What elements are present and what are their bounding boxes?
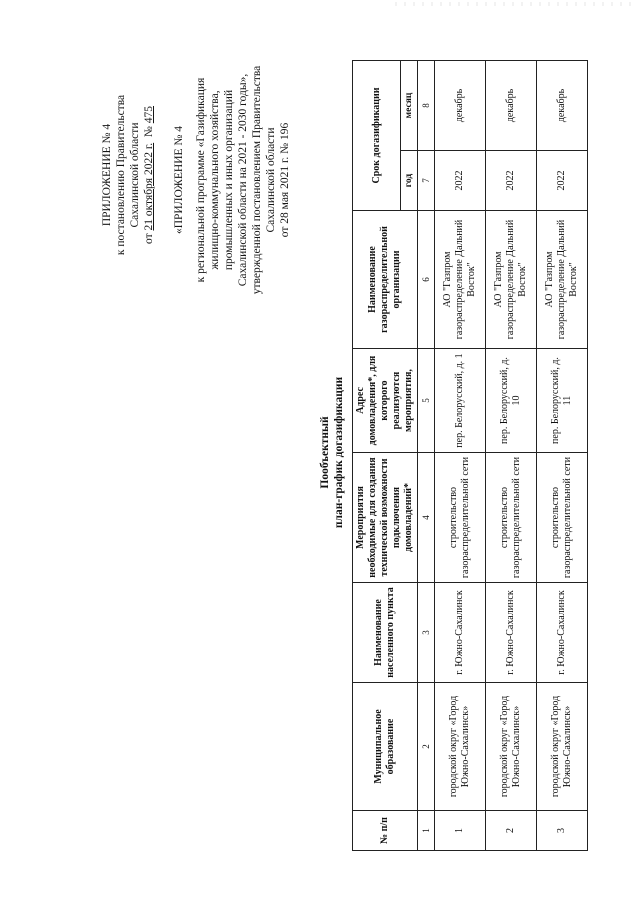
- header-organization: Наименование газораспределительной организации: [353, 211, 418, 349]
- program-appendix-title: «ПРИЛОЖЕНИЕ № 4: [173, 126, 185, 235]
- cell-measures: строительство газораспределительной сети: [435, 453, 486, 583]
- cell-num: 2: [486, 811, 537, 851]
- cell-organization: АО "Газпром газораспределение Дальний Восток": [537, 211, 588, 349]
- appendix-title: ПРИЛОЖЕНИЕ № 4: [101, 123, 113, 227]
- header-settlement: Наименование населенного пункта: [353, 583, 418, 683]
- cell-organization: АО "Газпром газораспределение Дальний Восток": [435, 211, 486, 349]
- cell-year: 2022: [486, 151, 537, 211]
- program-header: [172, 30, 292, 330]
- appendix-header: [100, 30, 156, 320]
- header-num: № п/п: [353, 811, 418, 851]
- header-measures: Мероприятия необходимые для создания технической возможности подключения домовладений*: [353, 453, 418, 583]
- column-number: 4: [418, 453, 435, 583]
- program-line: Сахалинской области на 2021 - 2030 годы»,: [237, 73, 249, 287]
- cell-year: 2022: [435, 151, 486, 211]
- table-row: [486, 60, 537, 850]
- document-title: [318, 0, 346, 905]
- cell-month: декабрь: [537, 60, 588, 150]
- cell-organization: АО "Газпром газораспределение Дальний Восток": [486, 211, 537, 349]
- header-municipality: Муниципальное образование: [353, 683, 418, 811]
- gasification-schedule-table: [352, 60, 588, 851]
- cell-measures: строительство газораспределительной сети: [486, 453, 537, 583]
- cell-month: декабрь: [486, 60, 537, 150]
- table-row: [435, 60, 486, 850]
- table-row: [537, 60, 588, 850]
- cell-num: 3: [537, 811, 588, 851]
- appendix-ref-line: к постановлению Правительства: [115, 94, 127, 256]
- column-number: 2: [418, 683, 435, 811]
- title-line-2: план-график догазификации: [333, 376, 345, 529]
- cell-address: пер. Белорусский, д. 10: [486, 349, 537, 453]
- cell-settlement: г. Южно-Сахалинск: [435, 583, 486, 683]
- cell-municipality: городской округ «Город Южно-Сахалинск»: [435, 683, 486, 811]
- program-date-line: от 28 мая 2021 г. № 196: [279, 122, 291, 238]
- cell-address: пер. Белорусский, д. 1: [435, 349, 486, 453]
- header-year: год: [401, 151, 418, 211]
- cell-year: 2022: [537, 151, 588, 211]
- appendix-date-line: [142, 30, 156, 320]
- title-line-1: Пообъектный: [319, 416, 331, 489]
- program-line: жилищно-коммунального хозяйства,: [209, 90, 221, 270]
- date-prefix: от: [143, 233, 155, 245]
- cell-municipality: городской округ «Город Южно-Сахалинск»: [537, 683, 588, 811]
- column-number: 7: [418, 151, 435, 211]
- cell-settlement: г. Южно-Сахалинск: [486, 583, 537, 683]
- column-number: 1: [418, 811, 435, 851]
- column-number: 8: [418, 60, 435, 150]
- cell-num: 1: [435, 811, 486, 851]
- program-line: утвержденной постановлением Правительства: [251, 65, 263, 295]
- column-number: 6: [418, 211, 435, 349]
- cell-address: пер. Белорусский, д. 11: [537, 349, 588, 453]
- cell-municipality: городской округ «Город Южно-Сахалинск»: [486, 683, 537, 811]
- cell-settlement: г. Южно-Сахалинск: [537, 583, 588, 683]
- decree-date: 21 октября 2022 г.: [143, 142, 155, 231]
- column-number: 5: [418, 349, 435, 453]
- program-line: Сахалинской области: [265, 127, 277, 233]
- decree-number: 475: [143, 105, 155, 124]
- header-term: Срок догазификации: [353, 60, 401, 210]
- number-prefix: №: [143, 126, 155, 138]
- program-line: к региональной программе «Газификация: [195, 77, 207, 283]
- header-month: месяц: [401, 60, 418, 150]
- program-line: промышленных и иных организаций: [223, 89, 235, 271]
- cell-measures: строительство газораспределительной сети: [537, 453, 588, 583]
- column-number: 3: [418, 583, 435, 683]
- cell-month: декабрь: [435, 60, 486, 150]
- header-address: Адрес домовладения*, для которого реализуются мероприятия,: [353, 349, 418, 453]
- appendix-region-line: Сахалинской области: [129, 122, 141, 228]
